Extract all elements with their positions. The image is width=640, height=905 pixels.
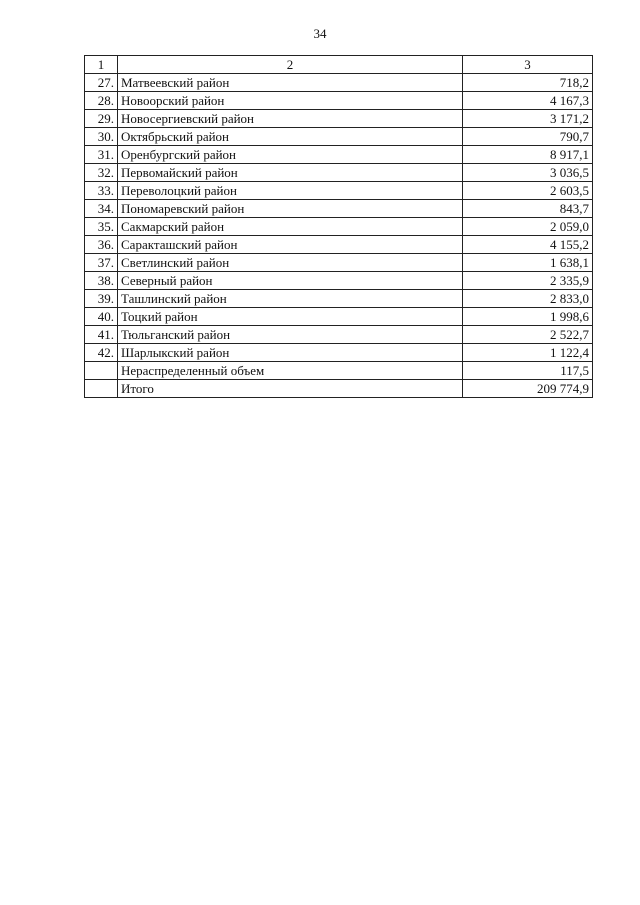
row-number: 40. [85, 308, 118, 326]
header-row [85, 56, 593, 74]
table-row [85, 92, 593, 110]
row-number: 42. [85, 344, 118, 362]
row-district-name: Октябрьский район [118, 128, 463, 146]
row-district-name: Светлинский район [118, 254, 463, 272]
row-number: 39. [85, 290, 118, 308]
table-row [85, 74, 593, 92]
row-value: 4 167,3 [463, 92, 593, 110]
column-header-number: 1 [85, 56, 118, 74]
table-row [85, 290, 593, 308]
row-number: 41. [85, 326, 118, 344]
row-number: 32. [85, 164, 118, 182]
row-district-name: Новоорский район [118, 92, 463, 110]
row-value: 4 155,2 [463, 236, 593, 254]
row-number: 31. [85, 146, 118, 164]
row-value: 8 917,1 [463, 146, 593, 164]
row-number: 29. [85, 110, 118, 128]
row-value: 2 833,0 [463, 290, 593, 308]
row-value: 843,7 [463, 200, 593, 218]
row-value: 1 638,1 [463, 254, 593, 272]
row-district-name: Шарлыкский район [118, 344, 463, 362]
table-row [85, 344, 593, 362]
table-row [85, 200, 593, 218]
table-row [85, 146, 593, 164]
table-row [85, 182, 593, 200]
row-number: 36. [85, 236, 118, 254]
row-value: 718,2 [463, 74, 593, 92]
row-district-name: Пономаревский район [118, 200, 463, 218]
table-row [85, 272, 593, 290]
row-district-name: Саракташский район [118, 236, 463, 254]
row-district-name: Тюльганский район [118, 326, 463, 344]
page-number: 34 [313, 26, 327, 41]
row-number: 33. [85, 182, 118, 200]
row-value: 790,7 [463, 128, 593, 146]
table-row [85, 308, 593, 326]
row-value: 2 335,9 [463, 272, 593, 290]
table-row [85, 380, 593, 398]
table-row [85, 254, 593, 272]
allocation-table [84, 55, 593, 398]
row-district-name: Первомайский район [118, 164, 463, 182]
row-district-name: Переволоцкий район [118, 182, 463, 200]
column-header-value: 3 [463, 56, 593, 74]
row-value: 2 603,5 [463, 182, 593, 200]
table-row [85, 218, 593, 236]
row-district-name: Нераспределенный объем [118, 362, 463, 380]
table-row [85, 326, 593, 344]
column-header-name: 2 [118, 56, 463, 74]
row-district-name: Новосергиевский район [118, 110, 463, 128]
table-row [85, 128, 593, 146]
table-body [85, 74, 593, 398]
table-row [85, 362, 593, 380]
row-district-name: Сакмарский район [118, 218, 463, 236]
row-value: 2 059,0 [463, 218, 593, 236]
row-value: 117,5 [463, 362, 593, 380]
row-number: 35. [85, 218, 118, 236]
row-district-name: Итого [118, 380, 463, 398]
row-value: 3 036,5 [463, 164, 593, 182]
row-value: 2 522,7 [463, 326, 593, 344]
table-row [85, 110, 593, 128]
row-value: 1 998,6 [463, 308, 593, 326]
row-number [85, 380, 118, 398]
table-row [85, 164, 593, 182]
row-district-name: Тоцкий район [118, 308, 463, 326]
row-value: 3 171,2 [463, 110, 593, 128]
row-number: 30. [85, 128, 118, 146]
row-number: 34. [85, 200, 118, 218]
row-value: 1 122,4 [463, 344, 593, 362]
table-header [85, 56, 593, 74]
row-value: 209 774,9 [463, 380, 593, 398]
table-row [85, 236, 593, 254]
row-number [85, 362, 118, 380]
row-district-name: Оренбургский район [118, 146, 463, 164]
row-number: 37. [85, 254, 118, 272]
row-district-name: Ташлинский район [118, 290, 463, 308]
row-number: 27. [85, 74, 118, 92]
row-district-name: Матвеевский район [118, 74, 463, 92]
row-number: 28. [85, 92, 118, 110]
row-district-name: Северный район [118, 272, 463, 290]
row-number: 38. [85, 272, 118, 290]
